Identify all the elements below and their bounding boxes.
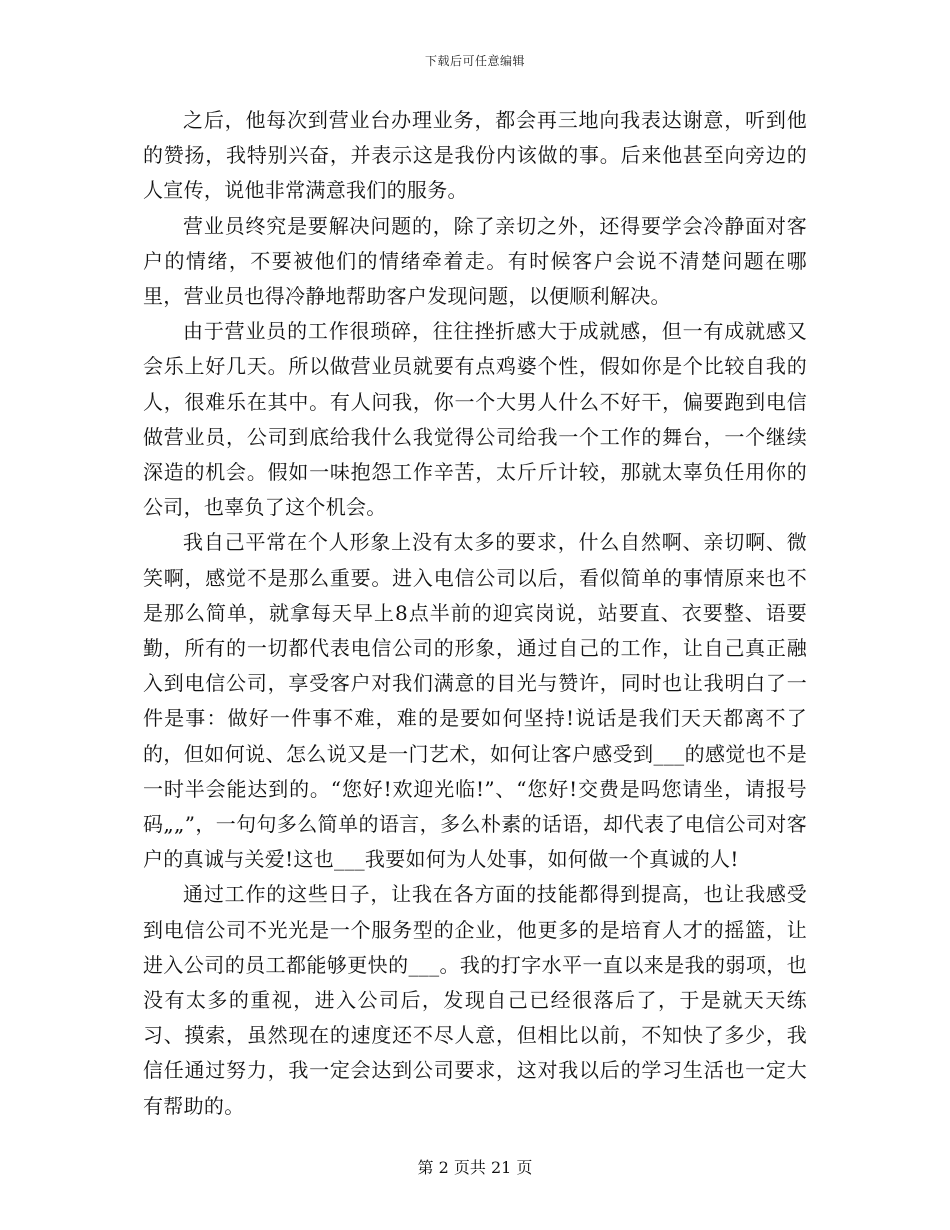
page-number-footer: 第 2 页共 21 页 <box>417 1158 533 1177</box>
paragraph-2: 营业员终究是要解决问题的，除了亲切之外，还得要学会冷静面对客户的情绪，不要被他们的情绪牵着走。有时候客户会说不清楚问题在哪里，营业员也得冷静地帮助客户发现问题，以便顺利解决。 <box>143 213 807 309</box>
document-body <box>143 103 807 1124</box>
paragraph-5: 通过工作的这些日子，让我在各方面的技能都得到提高，也让我感受到电信公司不光光是一个服务型的企业，他更多的是培育人才的摇篮，让进入公司的员工都能够更快的___。我的打字水平一直以来是我的弱项，也没有太多的重视，进入公司后，发现自己已经很落后了，于是就天天练习、摸索，虽然现在的速度还不尽人意，但相比以前，不知快了多少，我信任通过努力，我一定会达到公司要求，这对我以后的学习生活也一定大有帮助的。 <box>143 882 807 1118</box>
paragraph-1: 之后，他每次到营业台办理业务，都会再三地向我表达谢意，听到他的赞扬，我特别兴奋，并表示这是我份内该做的事。后来他甚至向旁边的人宣传，说他非常满意我们的服务。 <box>143 108 807 203</box>
page-header: 下载后可任意编辑 <box>424 54 525 68</box>
paragraph-4: 我自己平常在个人形象上没有太多的要求，什么自然啊、亲切啊、微笑啊，感觉不是那么重要。进入电信公司以后，看似简单的事情原来也不是那么简单，就拿每天早上8点半前的迎宾岗说，站要直、衣要整、语要勤，所有的一切都代表电信公司的形象，通过自己的工作，让自己真正融入到电信公司，享受客户对我们满意的目光与赞许，同时也让我明白了一件是事：做好一件事不难，难的是要如何坚持!说话是我们天天都离不了的，但如何说、怎么说又是一门艺术，如何让客户感受到___的感觉也不是一时半会能达到的。“您好!欢迎光临!”、“您好!交费是吗您请坐，请报号码„„”，一句句多么简单的语言，多么朴素的话语，却代表了电信公司对客户的真诚与关爱!这也___我要如何为人处事，如何做一个真诚的人! <box>143 530 807 872</box>
paragraph-3: 由于营业员的工作很琐碎，往往挫折感大于成就感，但一有成就感又会乐上好几天。所以做营业员就要有点鸡婆个性，假如你是个比较自我的人，很难乐在其中。有人问我，你一个大男人什么不好干，偏要跑到电信做营业员，公司到底给我什么我觉得公司给我一个工作的舞台，一个继续深造的机会。假如一味抱怨工作辛苦，太斤斤计较，那就太辜负任用你的公司，也辜负了这个机会。 <box>143 319 807 520</box>
